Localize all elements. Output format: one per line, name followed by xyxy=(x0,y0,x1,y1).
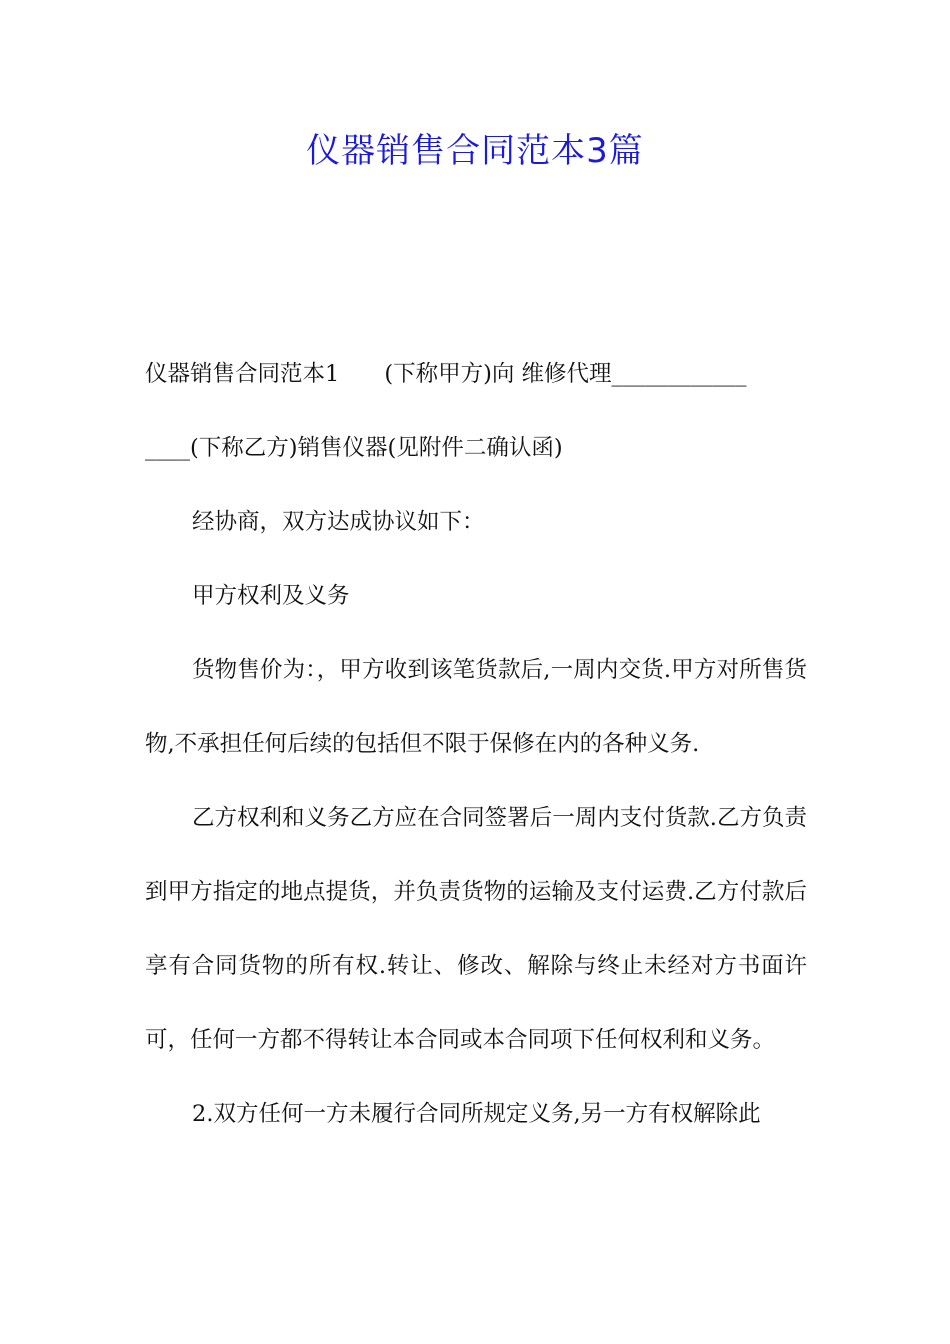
document-body xyxy=(145,337,807,1151)
paragraph-agreement: 经协商，双方达成协议如下： xyxy=(192,509,485,535)
document-title: 仪器销售合同范本3篇 xyxy=(306,131,644,171)
paragraph-price: 货物售价为：，甲方收到该笔货款后,一周内交货.甲方对所售货物,不承担任何后续的包括但不限于保修在内的各种义务. xyxy=(145,657,807,757)
paragraph-intro-line-2: ____(下称乙方)销售仪器(见附件二确认函) xyxy=(145,435,563,461)
paragraph-party-b: 乙方权利和义务乙方应在合同签署后一周内支付货款.乙方负责到甲方指定的地点提货，并负责货物的运输及支付运费.乙方付款后享有合同货物的所有权.转让、修改、解除与终止未经对方书面许可，任何一方都不得转让本合同或本合同项下任何权利和义务。 xyxy=(145,805,807,1053)
section-heading-party-a: 甲方权利及义务 xyxy=(192,583,350,609)
paragraph-intro-line-1: 仪器销售合同范本1 (下称甲方)向 维修代理____________ xyxy=(145,361,747,387)
paragraph-clause-2: 2.双方任何一方未履行合同所规定义务,另一方有权解除此 xyxy=(192,1101,761,1127)
